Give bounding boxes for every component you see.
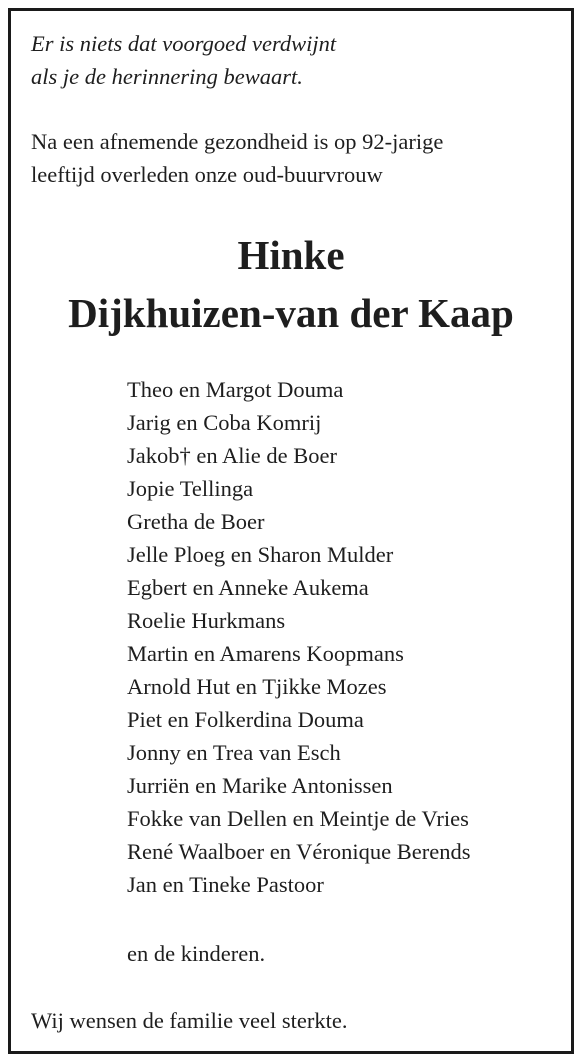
signer-item: Jurriën en Marike Antonissen [127, 773, 393, 798]
signer-item: Gretha de Boer [127, 509, 265, 534]
signer-item: Jakob† en Alie de Boer [127, 443, 337, 468]
closing-line: Wij wensen de familie veel sterkte. [31, 1008, 348, 1033]
signer-item: René Waalboer en Véronique Berends [127, 839, 471, 864]
deceased-name [0, 226, 582, 342]
signer-item: Jelle Ploeg en Sharon Mulder [127, 542, 394, 567]
signers-list [127, 373, 471, 901]
signer-item: Fokke van Dellen en Meintje de Vries [127, 806, 469, 831]
signer-item: Egbert en Anneke Aukema [127, 575, 369, 600]
signer-item: Jonny en Trea van Esch [127, 740, 341, 765]
announcement-text [31, 125, 443, 191]
signer-item: Martin en Amarens Koopmans [127, 641, 404, 666]
signer-item: Jan en Tineke Pastoor [127, 872, 324, 897]
signer-item: Jopie Tellinga [127, 476, 254, 501]
announcement-line: Na een afnemende gezondheid is op 92-jarige [31, 129, 444, 154]
children-line: en de kinderen. [127, 941, 266, 966]
deceased-first-name: Hinke [237, 232, 345, 278]
deceased-surname: Dijkhuizen-van der Kaap [68, 290, 514, 336]
announcement-line: leeftijd overleden onze oud-buurvrouw [31, 162, 383, 187]
signer-item: Theo en Margot Douma [127, 377, 344, 402]
motto-quote [31, 27, 336, 93]
motto-line: als je de herinnering bewaart. [31, 64, 303, 89]
signer-item: Roelie Hurkmans [127, 608, 286, 633]
signer-item: Piet en Folkerdina Douma [127, 707, 364, 732]
motto-line: Er is niets dat voorgoed verdwijnt [31, 31, 337, 56]
signer-item: Arnold Hut en Tjikke Mozes [127, 674, 387, 699]
signer-item: Jarig en Coba Komrij [127, 410, 322, 435]
